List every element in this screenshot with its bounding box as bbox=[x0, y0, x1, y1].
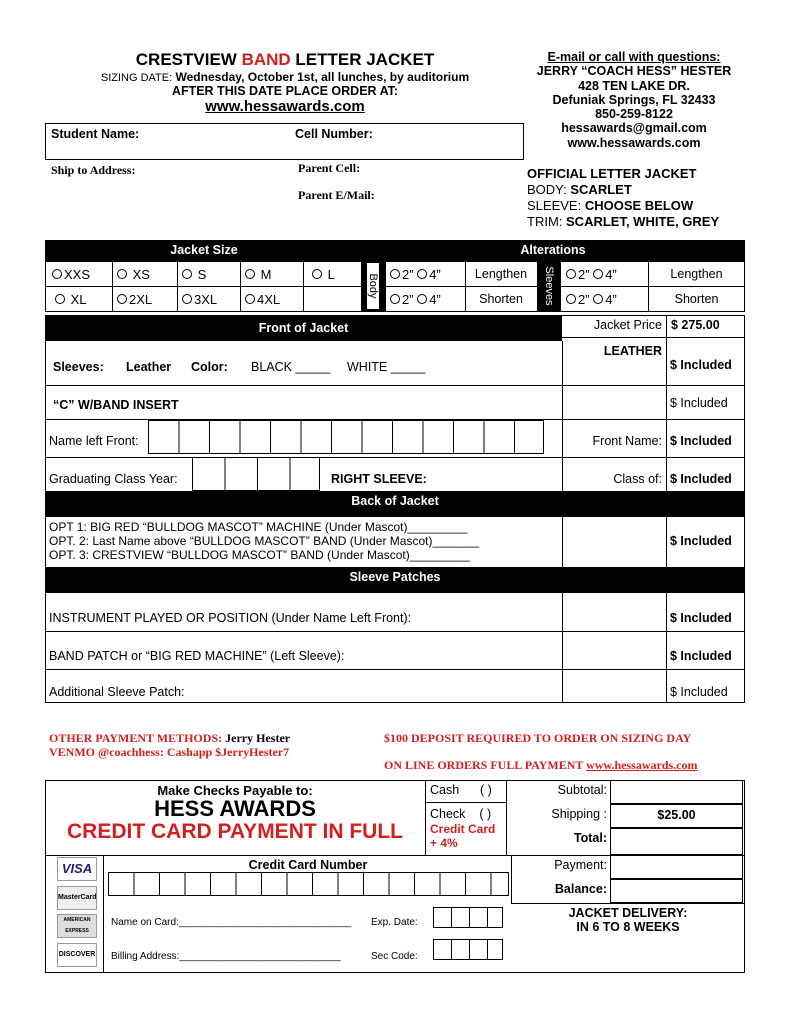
balance-label: Balance: bbox=[554, 882, 607, 896]
shipping-label: Shipping : bbox=[551, 807, 607, 821]
cell-number-label[interactable]: Cell Number: bbox=[295, 127, 373, 141]
leather-label: LEATHER bbox=[603, 344, 662, 358]
contact-city: Defuniak Springs, FL 32433 bbox=[552, 92, 716, 107]
insert-label: “C” W/BAND INSERT bbox=[53, 398, 179, 412]
size-label: S bbox=[197, 267, 207, 282]
payment-label: Payment: bbox=[554, 858, 607, 872]
payment-field[interactable] bbox=[610, 855, 743, 879]
sec-code-label: Sec Code: bbox=[371, 951, 418, 962]
back-option-2[interactable]: OPT. 2: Last Name above “BULLDOG MASCOT” BAND (Under Mascot)_______ bbox=[49, 534, 480, 548]
back-title: Back of Jacket bbox=[351, 494, 439, 508]
delivery-line: JACKET DELIVERY: bbox=[568, 906, 688, 920]
price-included: $ Included bbox=[670, 534, 732, 548]
check-option[interactable] bbox=[430, 807, 491, 821]
official-trim bbox=[527, 214, 767, 230]
band-patch-label[interactable]: BAND PATCH or “BIG RED MACHINE” (Left Sleeve): bbox=[49, 649, 345, 663]
front-title: Front of Jacket bbox=[258, 321, 349, 335]
radio-icon bbox=[182, 294, 192, 304]
alt-label: 2” bbox=[578, 292, 590, 307]
sleeve-label: SLEEVE: bbox=[527, 198, 582, 213]
alt-label: 4” bbox=[605, 292, 617, 307]
alterations-title: Alterations bbox=[520, 243, 586, 257]
subtotal-label: Subtotal: bbox=[557, 783, 607, 797]
grad-year-boxes[interactable] bbox=[192, 457, 320, 491]
venmo-line: VENMO @coachhess: Cashapp $JerryHester7 bbox=[49, 745, 290, 759]
radio-icon bbox=[417, 269, 427, 279]
billing-address[interactable]: Billing Address:_____________________________ bbox=[111, 951, 341, 962]
sleeves-label: Sleeves: bbox=[53, 360, 104, 374]
radio-icon bbox=[182, 269, 192, 279]
contact-street: 428 TEN LAKE DR. bbox=[578, 78, 690, 93]
check-checkbox: ( ) bbox=[479, 807, 492, 821]
cc-fee-line: + 4% bbox=[430, 836, 458, 850]
back-option-3[interactable]: OPT. 3: CRESTVIEW “BULLDOG MASCOT” BAND (Under Mascot)_________ bbox=[49, 548, 470, 562]
after-date-line: AFTER THIS DATE PLACE ORDER AT: bbox=[171, 84, 399, 98]
company-name: HESS AWARDS bbox=[154, 796, 316, 821]
alt-label: 2” bbox=[578, 267, 590, 282]
color-black[interactable]: BLACK _____ bbox=[251, 360, 331, 374]
patches-title: Sleeve Patches bbox=[349, 570, 441, 584]
title-band: BAND bbox=[241, 50, 291, 69]
contact-name: JERRY “COACH HESS” HESTER bbox=[536, 64, 732, 79]
size-option[interactable] bbox=[55, 292, 87, 307]
cash-option[interactable] bbox=[430, 783, 492, 797]
ship-address-label[interactable]: Ship to Address: bbox=[51, 163, 136, 177]
price-included: $ Included bbox=[670, 685, 728, 699]
contact-heading: E-mail or call with questions: bbox=[547, 50, 721, 64]
contact-block bbox=[520, 50, 748, 150]
amex-icon: AMERICAN EXPRESS bbox=[57, 914, 97, 938]
cash-checkbox: ( ) bbox=[480, 783, 492, 797]
alt-label: 4” bbox=[605, 267, 617, 282]
jacket-price: $ 275.00 bbox=[671, 318, 720, 332]
online-line bbox=[384, 758, 698, 773]
online-url[interactable]: www.hessawards.com bbox=[586, 758, 698, 772]
sizing-label: SIZING DATE: bbox=[100, 72, 173, 84]
size-label: 3XL bbox=[194, 292, 218, 307]
official-body bbox=[527, 182, 767, 198]
cc-fee-line: Credit Card bbox=[430, 822, 496, 836]
contact-phone: 850-259-8122 bbox=[595, 107, 673, 122]
discover-icon: DISCOVER bbox=[57, 943, 97, 967]
price-included: $ Included bbox=[670, 396, 728, 410]
online-label: ON LINE ORDERS FULL PAYMENT bbox=[384, 758, 587, 772]
balance-field[interactable] bbox=[610, 879, 743, 903]
cc-number-boxes[interactable] bbox=[108, 872, 509, 896]
size-option[interactable] bbox=[117, 292, 152, 307]
official-jacket bbox=[527, 166, 767, 230]
exp-date-boxes[interactable] bbox=[433, 907, 503, 928]
alt-label: 2” bbox=[402, 292, 414, 307]
payable-to: Make Checks Payable to: bbox=[157, 783, 313, 798]
size-label: XL bbox=[70, 292, 87, 307]
size-option[interactable] bbox=[182, 292, 217, 307]
radio-icon bbox=[117, 269, 127, 279]
price-included: $ Included bbox=[670, 472, 732, 486]
price-included: $ Included bbox=[670, 358, 732, 372]
total-field[interactable] bbox=[610, 828, 743, 855]
title-part: CRESTVIEW bbox=[135, 50, 242, 69]
radio-icon bbox=[245, 269, 255, 279]
delivery-note bbox=[511, 906, 745, 934]
total-label: Total: bbox=[573, 831, 607, 845]
sleeves-material: Leather bbox=[126, 360, 172, 374]
size-label: 4XL bbox=[257, 292, 281, 307]
trim-label: TRIM: bbox=[527, 214, 563, 229]
official-sleeve bbox=[527, 198, 767, 214]
sleeve-value: CHOOSE BELOW bbox=[584, 198, 694, 213]
visa-icon: VISA bbox=[57, 857, 97, 881]
body-lengthen: Lengthen bbox=[474, 267, 528, 281]
radio-icon bbox=[117, 294, 127, 304]
size-option[interactable] bbox=[117, 267, 150, 282]
student-name-label[interactable]: Student Name: bbox=[51, 127, 140, 141]
price-included: $ Included bbox=[670, 611, 732, 625]
order-url[interactable]: www.hessawards.com bbox=[205, 98, 365, 115]
cc-number-label: Credit Card Number bbox=[248, 858, 368, 872]
radio-icon bbox=[417, 294, 427, 304]
radio-icon bbox=[390, 269, 400, 279]
front-name-label: Front Name: bbox=[592, 434, 662, 448]
sizing-text: Wednesday, October 1st, all lunches, by auditorium bbox=[175, 70, 470, 84]
delivery-line: IN 6 TO 8 WEEKS bbox=[576, 920, 680, 934]
title-part: LETTER JACKET bbox=[290, 50, 435, 69]
contact-web[interactable]: www.hessawards.com bbox=[567, 135, 701, 150]
additional-patch-label[interactable]: Additional Sleeve Patch: bbox=[49, 685, 185, 699]
deposit-line: $100 DEPOSIT REQUIRED TO ORDER ON SIZING DAY bbox=[384, 731, 692, 745]
other-payment-name: Jerry Hester bbox=[225, 731, 291, 745]
body-shorten: Shorten bbox=[479, 292, 523, 306]
alt-label: 4” bbox=[429, 292, 441, 307]
cash-label: Cash bbox=[430, 783, 460, 797]
color-white[interactable]: WHITE _____ bbox=[347, 360, 426, 374]
body-label: Body bbox=[367, 263, 379, 309]
mastercard-icon: MasterCard bbox=[57, 886, 97, 910]
radio-icon bbox=[566, 294, 576, 304]
alt-label: 4” bbox=[429, 267, 441, 282]
radio-icon bbox=[55, 294, 65, 304]
size-label: XXS bbox=[64, 267, 91, 282]
price-included: $ Included bbox=[670, 434, 732, 448]
other-payment-label: OTHER PAYMENT METHODS: bbox=[49, 731, 223, 745]
exp-date-label: Exp. Date: bbox=[371, 917, 418, 928]
sleeve-alt-option[interactable] bbox=[566, 292, 617, 307]
body-value: SCARLET bbox=[570, 182, 632, 197]
jacket-price-label: Jacket Price bbox=[593, 318, 662, 332]
class-of-label: Class of: bbox=[613, 472, 662, 486]
radio-icon bbox=[390, 294, 400, 304]
subtotal-field[interactable] bbox=[610, 780, 743, 804]
cc-fee bbox=[430, 822, 495, 850]
size-label: XS bbox=[132, 267, 150, 282]
right-sleeve-label: RIGHT SLEEVE: bbox=[331, 472, 427, 486]
radio-icon bbox=[593, 269, 603, 279]
size-option[interactable] bbox=[52, 267, 90, 282]
name-letter-boxes[interactable] bbox=[148, 420, 544, 454]
instrument-label[interactable]: INSTRUMENT PLAYED OR POSITION (Under Name Left Front): bbox=[49, 611, 412, 625]
sleeve-shorten: Shorten bbox=[674, 292, 719, 306]
color-label: Color: bbox=[191, 360, 228, 374]
check-label: Check bbox=[430, 807, 466, 821]
grad-year-label: Graduating Class Year: bbox=[49, 472, 178, 486]
body-alt-option[interactable] bbox=[390, 292, 441, 307]
back-option-1[interactable]: OPT 1: BIG RED “BULLDOG MASCOT” MACHINE (Under Mascot)_________ bbox=[49, 520, 468, 534]
body-label: BODY: bbox=[527, 182, 567, 197]
parent-email-label[interactable]: Parent E/Mail: bbox=[298, 188, 375, 202]
sleeve-alt-option[interactable] bbox=[566, 267, 617, 282]
shipping-value: $25.00 bbox=[657, 808, 696, 822]
name-left-label: Name left Front: bbox=[49, 434, 139, 448]
sleeves-label: Sleeves bbox=[543, 266, 555, 306]
jacket-size-title: Jacket Size bbox=[170, 243, 238, 257]
sleeve-lengthen: Lengthen bbox=[670, 267, 723, 281]
sec-code-boxes[interactable] bbox=[433, 939, 503, 960]
size-option[interactable] bbox=[312, 267, 335, 282]
size-option[interactable] bbox=[245, 267, 271, 282]
radio-icon bbox=[593, 294, 603, 304]
official-title: OFFICIAL LETTER JACKET bbox=[527, 166, 697, 181]
price-included: $ Included bbox=[670, 649, 732, 663]
size-label: 2XL bbox=[129, 292, 153, 307]
size-option[interactable] bbox=[182, 267, 206, 282]
contact-email[interactable]: hessawards@gmail.com bbox=[561, 121, 707, 136]
other-payment bbox=[49, 731, 290, 746]
cc-full: CREDIT CARD PAYMENT IN FULL bbox=[67, 820, 403, 843]
name-on-card[interactable]: Name on Card:_______________________________ bbox=[111, 917, 352, 928]
alt-label: 2” bbox=[402, 267, 414, 282]
size-label: L bbox=[327, 267, 335, 282]
sizing-date bbox=[55, 70, 515, 84]
size-label: M bbox=[260, 267, 272, 282]
radio-icon bbox=[52, 269, 62, 279]
radio-icon bbox=[245, 294, 255, 304]
radio-icon bbox=[312, 269, 322, 279]
body-alt-option[interactable] bbox=[390, 267, 441, 282]
size-option[interactable] bbox=[245, 292, 280, 307]
trim-value: SCARLET, WHITE, GREY bbox=[566, 214, 720, 229]
page-title bbox=[55, 50, 515, 70]
radio-icon bbox=[566, 269, 576, 279]
parent-cell-label[interactable]: Parent Cell: bbox=[298, 161, 361, 175]
